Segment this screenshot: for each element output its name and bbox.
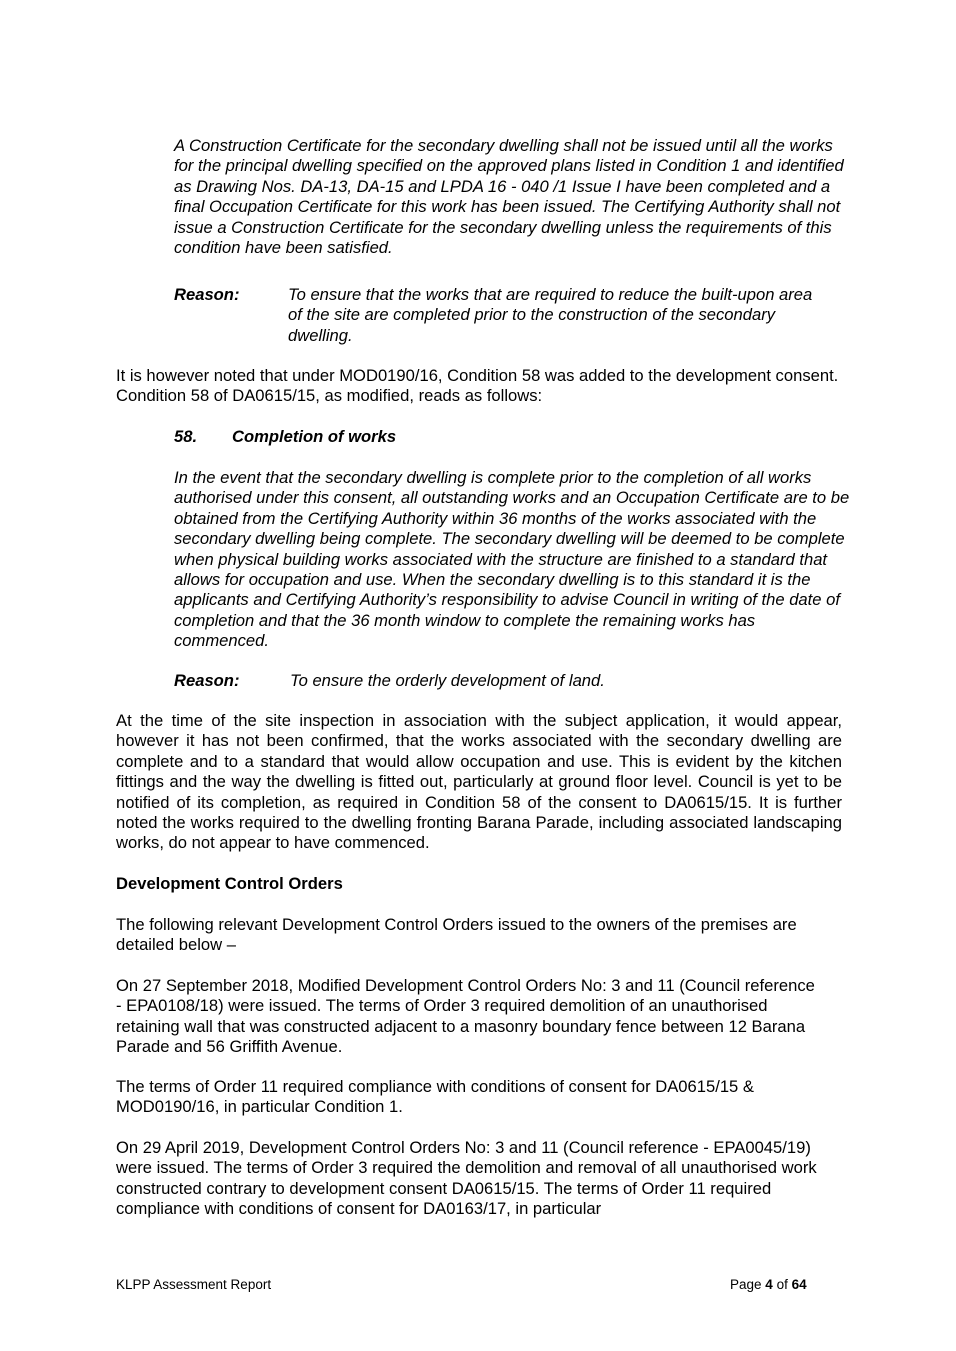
condition-58-number: 58. [174, 427, 198, 446]
noted-paragraph: It is however noted that under MOD0190/16, Condition 58 was added to the development consent. Condition 58 of DA0615/15, as modified, reads as follows: [116, 366, 839, 406]
condition-58-title: Completion of works [232, 427, 397, 446]
order-11-paragraph: The terms of Order 11 required compliance with conditions of consent for DA0615/15 & MOD0190/16, in particular Condition 1. [116, 1077, 754, 1117]
september-2018-paragraph: On 27 September 2018, Modified Development Control Orders No: 3 and 11 (Council reference - EPA0108/18) were issued. The terms of Order 3 required demolition of an unauthorised retaining wall that was constructed adjacent to a masonry boundary fence between 12 Barana Parade and 56 Griffith Avenue. [116, 976, 815, 1057]
footer-page-total: 64 [791, 1277, 807, 1292]
condition-58-paragraph: In the event that the secondary dwelling is complete prior to the completion of all works authorised under this consent, all outstanding works and an Occupation Certificate are to be obtained from the Certifying Authority within 36 months of the works associated with the secondary dwelling being complete. The secondary dwelling will be deemed to be complete when physical building works associated with the structure are finished to a standard that allows for occupation and use. When the secondary dwelling is to this standard it is the applicants and Certifying Authority’s responsibility to advise Council in writing of the date of completion and that the 36 month window to complete the remaining works has commenced. [174, 468, 850, 651]
footer-report-title: KLPP Assessment Report [116, 1277, 272, 1292]
reason-text: To ensure that the works that are required to reduce the built-upon area of the site are completed prior to the construction of the secondary dwelling. [288, 285, 813, 345]
following-paragraph: The following relevant Development Control Orders issued to the owners of the premises are detailed below – [116, 915, 797, 955]
footer-page-word: Page [730, 1277, 762, 1292]
footer-page-number [730, 1277, 807, 1293]
section-heading: Development Control Orders [116, 874, 343, 893]
footer-of-word: of [776, 1277, 788, 1292]
inspection-paragraph: At the time of the site inspection in association with the subject application, it would appear, however it has not been confirmed, that the works associated with the secondary dwelling are complete and to a standard that would allow occupation and use. This is evident by the kitchen fittings and the way the dwelling is fitted out, particularly at ground floor level. Council is yet to be notified of its completion, as required in Condition 58 of the consent to DA0615/15. It is further noted the works required to the dwelling fronting Barana Parade, including associated landscaping works, do not appear to have commenced. [116, 711, 842, 853]
footer-page-current: 4 [765, 1277, 773, 1292]
april-2019-paragraph: On 29 April 2019, Development Control Orders No: 3 and 11 (Council reference - EPA0045/19) were issued. The terms of Order 3 required the demolition and removal of all unauthorised work constructed contrary to development consent DA0615/15. The terms of Order 11 required compliance with conditions of consent for DA0163/17, in particular [116, 1138, 817, 1219]
reason-text-2: To ensure the orderly development of land. [290, 671, 605, 690]
reason-label: Reason: [174, 285, 240, 304]
reason-label-2: Reason: [174, 671, 240, 690]
condition-1-paragraph: A Construction Certificate for the secondary dwelling shall not be issued until all the works for the principal dwelling specified on the approved plans listed in Condition 1 and identified as Drawing Nos. DA-13, DA-15 and LPDA 16 - 040 /1 Issue I have been completed and a final Occupation Certificate for this work has been issued. The Certifying Authority shall not issue a Construction Certificate for the secondary dwelling unless the requirements of this condition have been satisfied. [174, 136, 844, 258]
